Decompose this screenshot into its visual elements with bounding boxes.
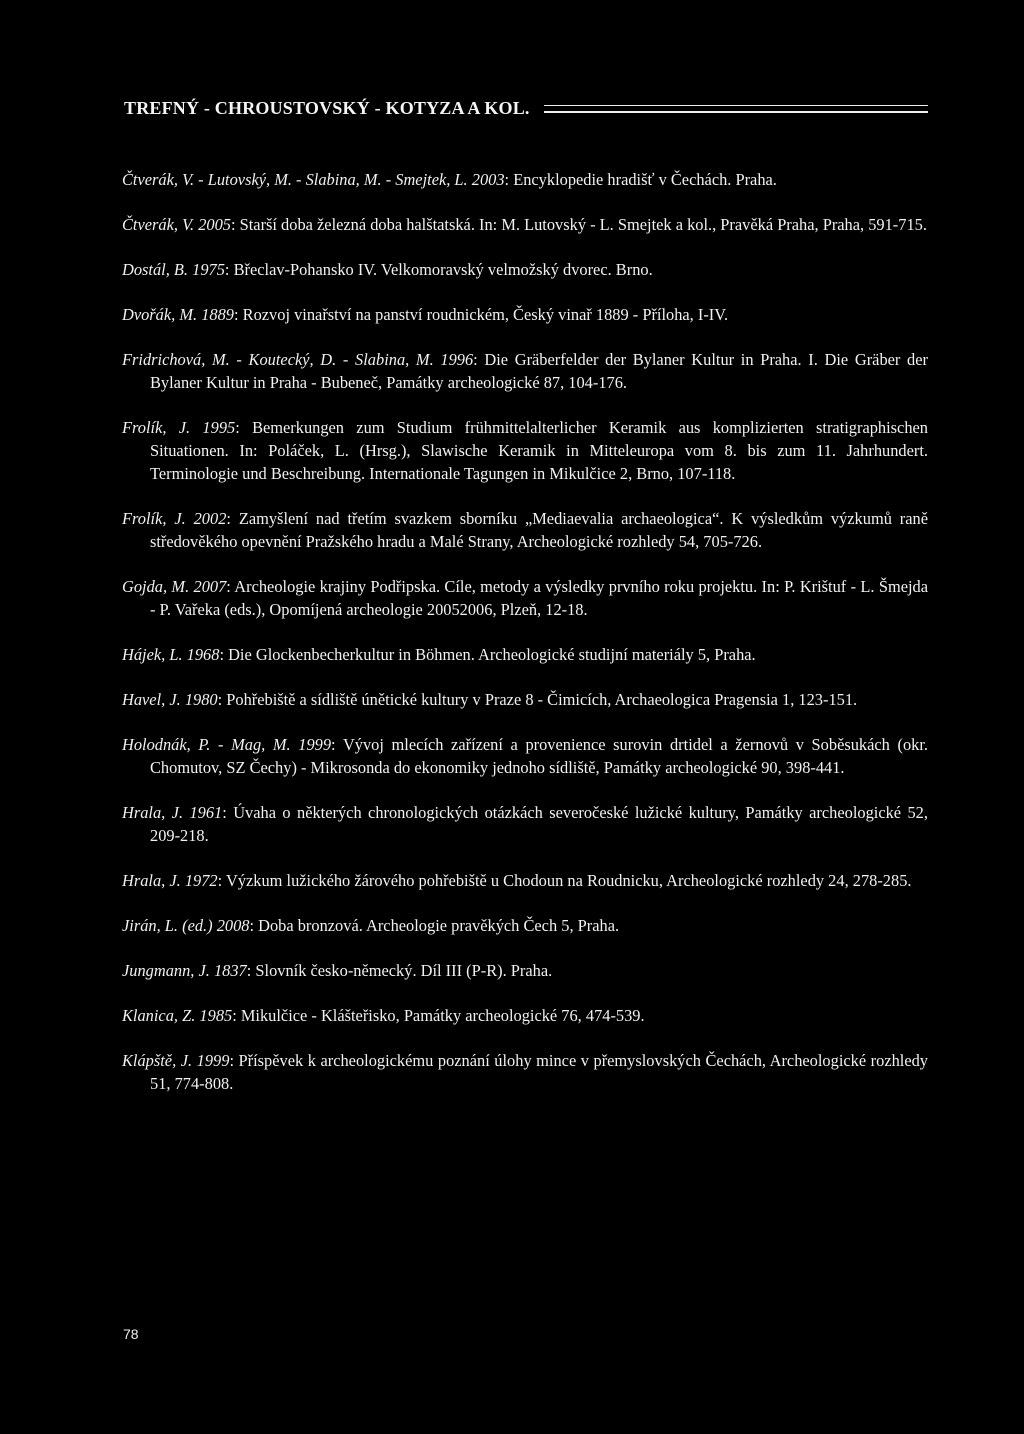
reference-year: 1975	[192, 260, 225, 279]
reference-entry: Havel, J. 1980: Pohřebiště a sídliště únětické kultury v Praze 8 - Čimicích, Archaeologica Pragensia 1, 123-151.	[122, 690, 858, 709]
reference-text: Pohřebiště a sídliště únětické kultury v Praze 8 - Čimicích, Archaeologica Pragensia 1, 123-151.	[226, 690, 858, 709]
reference-year: 2008	[216, 916, 250, 935]
running-header	[124, 96, 928, 120]
reference-author: Čtverák, V. - Lutovský, M. - Slabina, M. - Smejtek, L.	[122, 170, 468, 189]
reference-author: Jirán, L. (ed.)	[122, 916, 213, 935]
reference-year: 1999	[298, 735, 332, 754]
reference-entry: Frolík, J. 2002: Zamyšlení nad třetím svazkem sborníku „Mediaevalia archaeologica“. K výsledkům výzkumů raně středověkého opevnění Pražského hradu a Malé Strany, Archeologické rozhledy 54, 705-726.	[122, 509, 928, 551]
reference-entry: Čtverák, V. 2005: Starší doba železná doba halštatská. In: M. Lutovský - L. Smejtek a kol., Pravěká Praha, Praha, 591-715.	[122, 215, 927, 234]
reference-author: Dvořák, M.	[122, 305, 198, 324]
reference-author: Gojda, M.	[122, 577, 190, 596]
header-double-rule	[544, 105, 928, 113]
reference-text: Die Glockenbecherkultur in Böhmen. Archeologické studijní materiály 5, Praha.	[228, 645, 756, 664]
page-number: 78	[123, 1326, 139, 1342]
reference-author: Holodnák, P. - Mag, M.	[122, 735, 291, 754]
reference-year: 2003	[471, 170, 505, 189]
reference-entry: Hájek, L. 1968: Die Glockenbecherkultur in Böhmen. Archeologické studijní materiály 5, Praha.	[122, 645, 756, 664]
reference-author: Hrala, J.	[122, 803, 184, 822]
reference-entry: Hrala, J. 1972: Výzkum lužického žárového pohřebiště u Chodoun na Roudnicku, Archeologické rozhledy 24, 278-285.	[122, 871, 912, 890]
reference-year: 1985	[199, 1006, 233, 1025]
reference-author: Hájek, L.	[122, 645, 183, 664]
reference-text: Bemerkungen zum Studium frühmittelalterlicher Keramik aus komplizierten stratigraphischen Situationen. In: Poláček, L. (Hrsg.), Slawische Keramik in Mitteleuropa vom 8. bis zum 11. Jahrhundert. Terminologie und Beschreibung. Internationale Tagungen in Mikulčice 2, Brno, 107-118.	[150, 418, 928, 483]
reference-text: Břeclav-Pohansko IV. Velkomoravský velmožský dvorec. Brno.	[233, 260, 653, 279]
reference-text: Die Gräberfelder der Bylaner Kultur in Praha. I. Die Gräber der Bylaner Kultur in Praha - Bubeneč, Památky archeologické 87, 104-176.	[150, 350, 928, 392]
reference-text: Výzkum lužického žárového pohřebiště u Chodoun na Roudnicku, Archeologické rozhledy 24, 278-285.	[225, 871, 912, 890]
reference-author: Havel, J.	[122, 690, 181, 709]
reference-entry: Holodnák, P. - Mag, M. 1999: Vývoj mlecích zařízení a provenience surovin drtidel a žernovů v Soběsukách (okr. Chomutov, SZ Čechy) - Mikrosonda do ekonomiky jednoho sídliště, Památky archeologické 90, 398-441.	[122, 735, 928, 777]
reference-year: 1961	[189, 803, 223, 822]
reference-author: Hrala, J.	[122, 871, 181, 890]
reference-year: 1980	[184, 690, 218, 709]
reference-author: Klápště, J.	[122, 1051, 193, 1070]
reference-text: Vývoj mlecích zařízení a provenience surovin drtidel a žernovů v Soběsukách (okr. Chomutov, SZ Čechy) - Mikrosonda do ekonomiky jednoho sídliště, Památky archeologické 90, 398-441.	[150, 735, 928, 777]
reference-text: Rozvoj vinařství na panství roudnickém, Český vinař 1889 - Příloha, I-IV.	[242, 305, 729, 324]
reference-entry: Dostál, B. 1975: Břeclav-Pohansko IV. Velkomoravský velmožský dvorec. Brno.	[122, 260, 653, 279]
reference-list	[122, 168, 928, 1095]
reference-author: Frolík, J.	[122, 509, 186, 528]
reference-entry: Frolík, J. 1995: Bemerkungen zum Studium frühmittelalterlicher Keramik aus komplizierten stratigraphischen Situationen. In: Poláček, L. (Hrsg.), Slawische Keramik in Mitteleuropa vom 8. bis zum 11. Jahrhundert. Terminologie und Beschreibung. Internationale Tagungen in Mikulčice 2, Brno, 107-118.	[122, 418, 928, 483]
running-header-title: TREFNÝ - CHROUSTOVSKÝ - KOTYZA A KOL.	[124, 97, 530, 118]
reference-text: Zamyšlení nad třetím svazkem sborníku „Mediaevalia archaeologica“. K výsledkům výzkumů raně středověkého opevnění Pražského hradu a Malé Strany, Archeologické rozhledy 54, 705-726.	[150, 509, 928, 551]
reference-entry: Jirán, L. (ed.) 2008: Doba bronzová. Archeologie pravěkých Čech 5, Praha.	[122, 916, 620, 935]
reference-text: Starší doba železná doba halštatská. In: M. Lutovský - L. Smejtek a kol., Pravěká Praha, Praha, 591-715.	[239, 215, 927, 234]
reference-year: 1968	[186, 645, 220, 664]
reference-text: Slovník česko-německý. Díl III (P-R). Praha.	[255, 961, 553, 980]
reference-entry: Hrala, J. 1961: Úvaha o některých chronologických otázkách severočeské lužické kultury, Památky archeologické 52, 209-218.	[122, 803, 928, 845]
reference-year: 1837	[213, 961, 247, 980]
reference-text: Úvaha o některých chronologických otázkách severočeské lužické kultury, Památky archeologické 52, 209-218.	[150, 803, 928, 845]
reference-text: Příspěvek k archeologickému poznání úlohy mince v přemyslovských Čechách, Archeologické rozhledy 51, 774-808.	[150, 1051, 929, 1093]
reference-entry: Klápště, J. 1999: Příspěvek k archeologickému poznání úlohy mince v přemyslovských Čechách, Archeologické rozhledy 51, 774-808.	[122, 1051, 929, 1093]
reference-year: 2002	[193, 509, 227, 528]
reference-entry: Fridrichová, M. - Koutecký, D. - Slabina, M. 1996: Die Gräberfelder der Bylaner Kultur in Praha. I. Die Gräber der Bylaner Kultur in Praha - Bubeneč, Památky archeologické 87, 104-176.	[122, 350, 928, 392]
reference-entry: Jungmann, J. 1837: Slovník česko-německý. Díl III (P-R). Praha.	[122, 961, 553, 980]
reference-author: Jungmann, J.	[122, 961, 210, 980]
reference-entry: Gojda, M. 2007: Archeologie krajiny Podřipska. Cíle, metody a výsledky prvního roku projektu. In: P. Krištuf - L. Šmejda - P. Vařeka (eds.), Opomíjená archeologie 20052006, Plzeň, 12-18.	[122, 577, 928, 619]
reference-year: 1999	[196, 1051, 230, 1070]
reference-year: 2007	[193, 577, 227, 596]
reference-entry: Dvořák, M. 1889: Rozvoj vinařství na panství roudnickém, Český vinař 1889 - Příloha, I-IV.	[122, 305, 729, 324]
reference-text: Mikulčice - Klášteřisko, Památky archeologické 76, 474-539.	[240, 1006, 645, 1025]
reference-text: Encyklopedie hradišť v Čechách. Praha.	[513, 170, 777, 189]
reference-text: Doba bronzová. Archeologie pravěkých Čech 5, Praha.	[258, 916, 620, 935]
reference-author: Dostál, B.	[122, 260, 189, 279]
reference-year: 1889	[201, 305, 234, 324]
reference-entry: Čtverák, V. - Lutovský, M. - Slabina, M. - Smejtek, L. 2003: Encyklopedie hradišť v Čechách. Praha.	[122, 170, 777, 189]
reference-year: 1972	[184, 871, 218, 890]
reference-author: Čtverák, V.	[122, 215, 195, 234]
reference-year: 1996	[440, 350, 474, 369]
reference-year: 2005	[198, 215, 231, 234]
reference-text: Archeologie krajiny Podřipska. Cíle, metody a výsledky prvního roku projektu. In: P. Krištuf - L. Šmejda - P. Vařeka (eds.), Opomíjená archeologie 20052006, Plzeň, 12-18.	[150, 577, 928, 619]
reference-author: Klanica, Z.	[122, 1006, 196, 1025]
reference-entry: Klanica, Z. 1985: Mikulčice - Klášteřisko, Památky archeologické 76, 474-539.	[122, 1006, 645, 1025]
reference-author: Frolík, J.	[122, 418, 191, 437]
reference-author: Fridrichová, M. - Koutecký, D. - Slabina, M.	[122, 350, 434, 369]
reference-year: 1995	[202, 418, 236, 437]
